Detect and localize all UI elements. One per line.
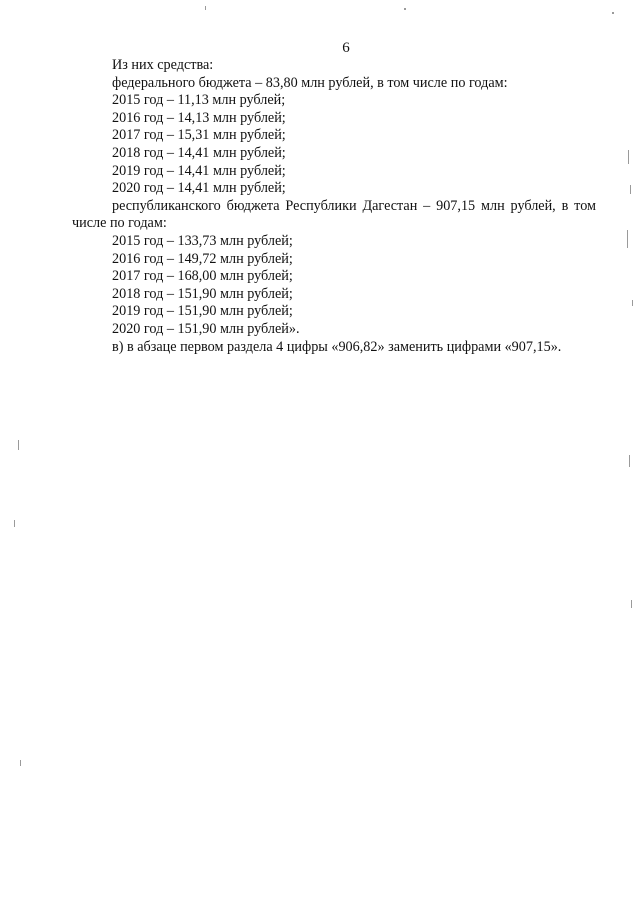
republic-year-2017: 2017 год – 168,00 млн рублей; (112, 268, 293, 285)
federal-year-2019: 2019 год – 14,41 млн рублей; (112, 162, 286, 179)
federal-year-2020: 2020 год – 14,41 млн рублей; (112, 180, 286, 197)
federal-budget-heading: федерального бюджета – 83,80 млн рублей, в том числе по годам: (112, 74, 508, 91)
federal-year-2015: 2015 год – 11,13 млн рублей; (112, 92, 286, 109)
amendment-paragraph: в) в абзаце первом раздела 4 цифры «906,82» заменить цифрами «907,15». (112, 338, 562, 355)
federal-year-2016: 2016 год – 14,13 млн рублей; (112, 109, 286, 126)
republic-year-2019: 2019 год – 151,90 млн рублей; (112, 303, 293, 320)
republic-year-2015: 2015 год – 133,73 млн рублей; (112, 232, 293, 249)
intro-line: Из них средства: (112, 57, 214, 73)
republic-year-2016: 2016 год – 149,72 млн рублей; (112, 250, 293, 267)
page-number: 6 (342, 40, 350, 56)
document-body (72, 57, 596, 356)
federal-year-2017: 2017 год – 15,31 млн рублей; (112, 127, 286, 144)
republic-year-2020: 2020 год – 151,90 млн рублей». (112, 320, 300, 337)
republic-budget-heading: республиканского бюджета Республики Дагестан – 907,15 млн рублей, в том числе по годам: (72, 197, 596, 232)
federal-year-2018: 2018 год – 14,41 млн рублей; (112, 144, 286, 161)
republic-year-2018: 2018 год – 151,90 млн рублей; (112, 285, 293, 302)
